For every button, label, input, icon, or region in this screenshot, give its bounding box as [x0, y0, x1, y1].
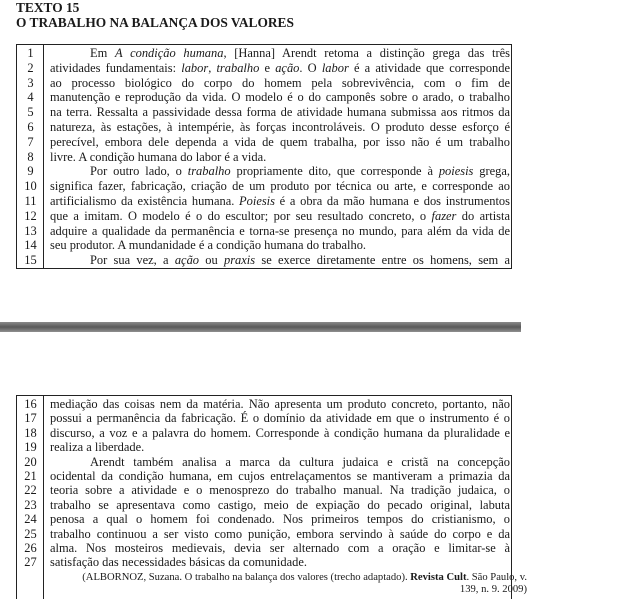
text-line [50, 224, 510, 239]
citation-text-end: . São Paulo, v. [466, 572, 527, 583]
text-segment: atividades fundamentais: [50, 60, 182, 75]
line-number: 7 [27, 134, 34, 149]
citation [77, 572, 527, 596]
text-line [50, 120, 510, 135]
text-line [50, 61, 510, 76]
line-number: 12 [24, 208, 37, 223]
emphasized-term: fazer [431, 208, 457, 223]
text-line [50, 397, 510, 412]
text-number: TEXTO 15 [16, 0, 80, 15]
line-number: 3 [27, 75, 34, 90]
text-segment: se exerce diretamente entre os homens, sem a [255, 253, 511, 268]
text-segment: mediação das coisas nem da matéria. Não apresenta um produto concreto, portanto, não [50, 397, 510, 411]
line-number: 25 [24, 526, 37, 541]
text-segment: manutenção e reprodução da vida. O modelo é o do camponês sobre o arado, o trabalho [50, 90, 510, 105]
text-segment: significa fazer, fabricação, criação de um produto por técnica ou arte, e corresponde ao [50, 179, 510, 194]
citation-volume: 139, n. 9. 2009) [459, 584, 527, 595]
line-number-column [17, 45, 44, 268]
text-line [50, 135, 510, 150]
line-number: 16 [24, 397, 37, 411]
text-line [50, 76, 510, 91]
text-segment: realiza a liberdade. [50, 440, 145, 455]
text-segment: ocidental da condição humana, em cujos entrelaçamentos se mantiveram a primazia da [50, 469, 510, 483]
text-segment: possui a permanência da fabricação. É o domínio da atividade em que o instrumento é o [50, 411, 510, 426]
page-break-bar [0, 322, 521, 332]
line-number: 4 [27, 90, 34, 105]
line-number: 11 [24, 194, 37, 208]
text-segment: do artista [456, 208, 511, 223]
line-number: 26 [24, 541, 37, 555]
emphasized-term: praxis [224, 253, 256, 268]
text-line [50, 90, 510, 105]
text-line [50, 238, 510, 253]
line-number: 21 [24, 469, 37, 483]
text-line [50, 541, 510, 556]
text-segment: na terra. Ressalta a passividade dessa forma de atividade humana submissa aos ritmos da [50, 105, 510, 120]
text-line [50, 46, 510, 61]
text-segment: Por outro lado, o [90, 164, 188, 179]
line-number: 13 [24, 223, 37, 238]
text-segment: é a obra da mão humana e dos instrumentos [274, 194, 510, 208]
text-line [50, 253, 510, 268]
emphasized-term: labor [321, 60, 349, 75]
line-number: 27 [24, 555, 37, 570]
text-segment: ao processo biológico do corpo do homem pela sobrevivência, com o fim de [50, 75, 510, 90]
text-segment: artificialismo da existência humana. [50, 194, 240, 208]
text-line [50, 527, 510, 542]
text-segment: alma. Nos mosteiros medievais, devia ser alternado com a oração e limitar-se à [50, 541, 510, 555]
line-number-column [17, 396, 44, 599]
text-segment: penosa a qual o homem foi condenado. Nos primeiros tempos do cristianismo, o [50, 512, 510, 527]
line-number: 14 [24, 238, 37, 253]
line-number: 2 [27, 60, 34, 75]
text-segment: é a atividade que corresponde [348, 60, 510, 75]
text-line [50, 179, 510, 194]
text-segment: natureza, às estações, à intempérie, às forças incontroláveis. O produto desse esforço é [50, 120, 510, 134]
text-line [50, 512, 510, 527]
text-line [50, 440, 510, 455]
text-segment: grega, [473, 164, 510, 179]
text-line [50, 105, 510, 120]
text-line [50, 164, 510, 179]
text-segment: livre. A condição humana do labor é a vida. [50, 149, 267, 164]
line-number: 10 [24, 179, 37, 194]
text-line [50, 194, 510, 209]
text-box-part-1 [16, 44, 512, 269]
text-line [50, 150, 510, 165]
text-segment: . O [299, 60, 322, 75]
line-number: 22 [24, 483, 37, 498]
text-line [50, 209, 510, 224]
text-line [50, 555, 510, 570]
line-number: 6 [27, 120, 34, 134]
text-line [50, 469, 510, 484]
line-number: 17 [24, 411, 37, 426]
line-number: 20 [24, 454, 37, 469]
line-number: 5 [27, 105, 34, 120]
text-title: O TRABALHO NA BALANÇA DOS VALORES [16, 15, 294, 30]
emphasized-term: trabalho [187, 164, 231, 179]
line-number: 15 [24, 253, 37, 268]
text-segment: Arendt também analisa a marca da cultura judaica e cristã na concepção [90, 454, 510, 469]
text-line [50, 411, 510, 426]
text-box-part-2 [16, 395, 527, 599]
text-segment: e [259, 60, 276, 75]
text-segment: , [208, 60, 217, 75]
line-number: 8 [27, 149, 34, 164]
text-segment: Por sua vez, a [90, 253, 175, 268]
text-segment: propriamente dito, que corresponde à [230, 164, 439, 179]
text-segment: satisfação das necessidades básicas da comunidade. [50, 555, 307, 570]
text-line [50, 455, 510, 470]
text-segment: que a imitam. O modelo é o do escultor; por seu resultado concreto, o [50, 208, 432, 223]
citation-journal: Revista Cult [410, 572, 467, 583]
line-number: 18 [24, 425, 37, 440]
text-segment: , [Hanna] Arendt retoma a distinção grega das três [223, 46, 510, 60]
text-segment: discurso, a voz e a palavra do homem. Corresponde à condição humana da pluralidade e [50, 425, 510, 440]
emphasized-term: poiesis [438, 164, 474, 179]
emphasized-term: ação [174, 253, 200, 268]
emphasized-term: labor [181, 60, 209, 75]
text-line [50, 498, 510, 513]
text-segment: trabalho continuou a ser visto como punição, embora servindo à saúde do corpo e da [50, 526, 510, 541]
text-line [50, 483, 510, 498]
text-segment: teoria sobre a atividade e o menosprezo do trabalho manual. Na tradição judaica, o [50, 483, 510, 498]
emphasized-term: ação [275, 60, 300, 75]
emphasized-term: Poiesis [239, 194, 275, 208]
line-number: 23 [24, 497, 37, 512]
text-segment: adquire a qualidade da permanência e torna-se presença no mundo, para além da vida de [50, 223, 510, 238]
text-segment: trabalho se apresentava como castigo, meio de expiação do pecado original, labuta [50, 497, 510, 512]
text-segment: seu produtor. A mundanidade é a condição humana do trabalho. [50, 238, 367, 253]
emphasized-term: A condição humana [115, 46, 224, 60]
text-segment: perecível, embora dele dependa a vida de quem trabalha, por isso não é um trabalho [50, 134, 510, 149]
line-number: 1 [27, 46, 34, 60]
text-line [50, 426, 510, 441]
text-segment: ou [199, 253, 224, 268]
line-number: 24 [24, 512, 37, 527]
citation-text: (ALBORNOZ, Suzana. O trabalho na balança dos valores (trecho adaptado). [82, 572, 411, 583]
text-heading [16, 0, 294, 30]
line-number: 9 [27, 164, 34, 179]
line-number: 19 [24, 440, 37, 455]
emphasized-term: trabalho [216, 60, 260, 75]
text-segment: Em [90, 46, 115, 60]
